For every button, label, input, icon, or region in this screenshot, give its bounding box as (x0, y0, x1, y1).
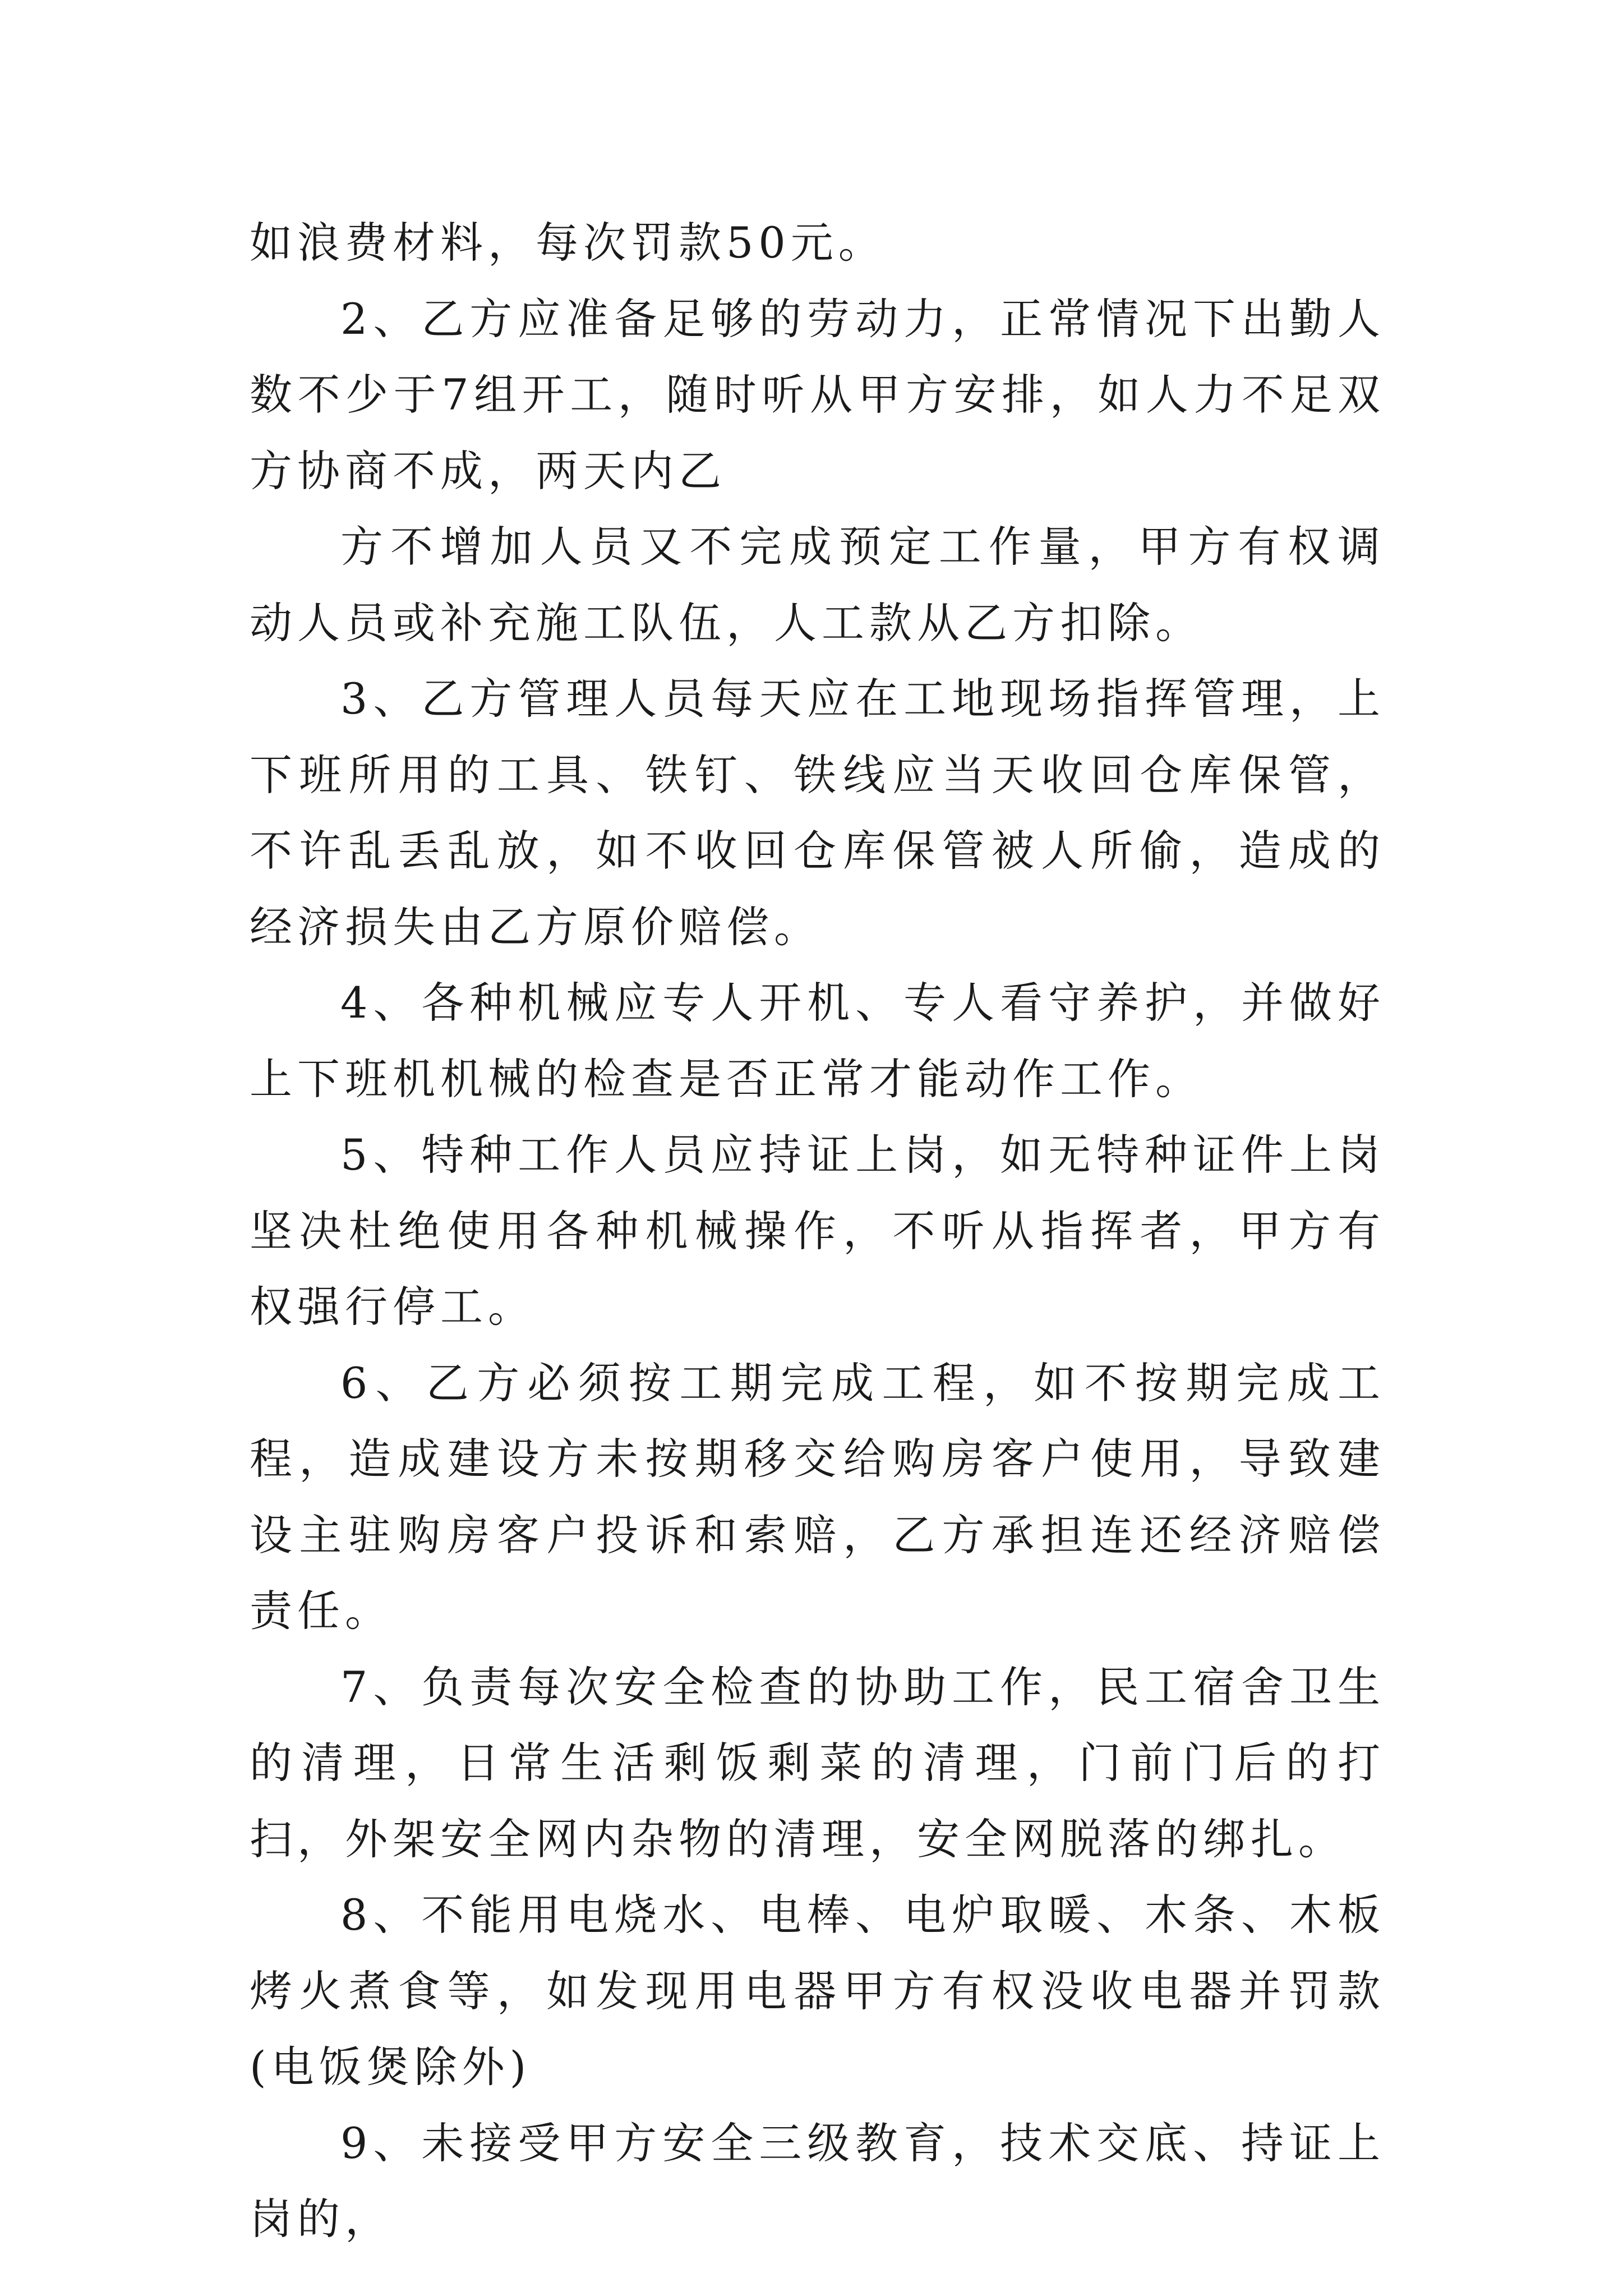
paragraph-6: 5、特种工作人员应持证上岗，如无特种证件上岗坚决杜绝使用各种机械操作，不听从指挥者，甲方有权强行停工。 (250, 1130, 1385, 1332)
paragraph-1: 如浪费材料，每次罚款50元。 (250, 218, 886, 268)
paragraph-8: 7、负责每次安全检查的协助工作，民工宿舍卫生的清理，日常生活剩饭剩菜的清理，门前门后的打扫，外架安全网内杂物的清理，安全网脱落的绑扎。 (250, 1662, 1385, 1864)
document-body (250, 205, 1385, 2257)
paragraph-3: 方不增加人员又不完成预定工作量，甲方有权调动人员或补充施工队伍，人工款从乙方扣除。 (250, 522, 1385, 648)
paragraph-7: 6、乙方必须按工期完成工程，如不按期完成工程，造成建设方未按期移交给购房客户使用，导致建设主驻购房客户投诉和索赔，乙方承担连还经济赔偿责任。 (250, 1358, 1385, 1636)
paragraph-10: 9、未接受甲方安全三级教育，技术交底、持证上岗的， (250, 2118, 1385, 2244)
paragraph-4: 3、乙方管理人员每天应在工地现场指挥管理，上下班所用的工具、铁钉、铁线应当天收回仓库保管，不许乱丢乱放，如不收回仓库保管被人所偷，造成的经济损失由乙方原价赔偿。 (250, 674, 1385, 952)
paragraph-9: 8、不能用电烧水、电棒、电炉取暖、木条、木板烤火煮食等，如发现用电器甲方有权没收电器并罚款(电饭煲除外) (250, 1890, 1385, 2092)
paragraph-2: 2、乙方应准备足够的劳动力，正常情况下出勤人数不少于7组开工，随时听从甲方安排，如人力不足双方协商不成，两天内乙 (250, 293, 1385, 496)
paragraph-5: 4、各种机械应专人开机、专人看守养护，并做好上下班机机械的检查是否正常才能动作工作。 (250, 978, 1385, 1104)
